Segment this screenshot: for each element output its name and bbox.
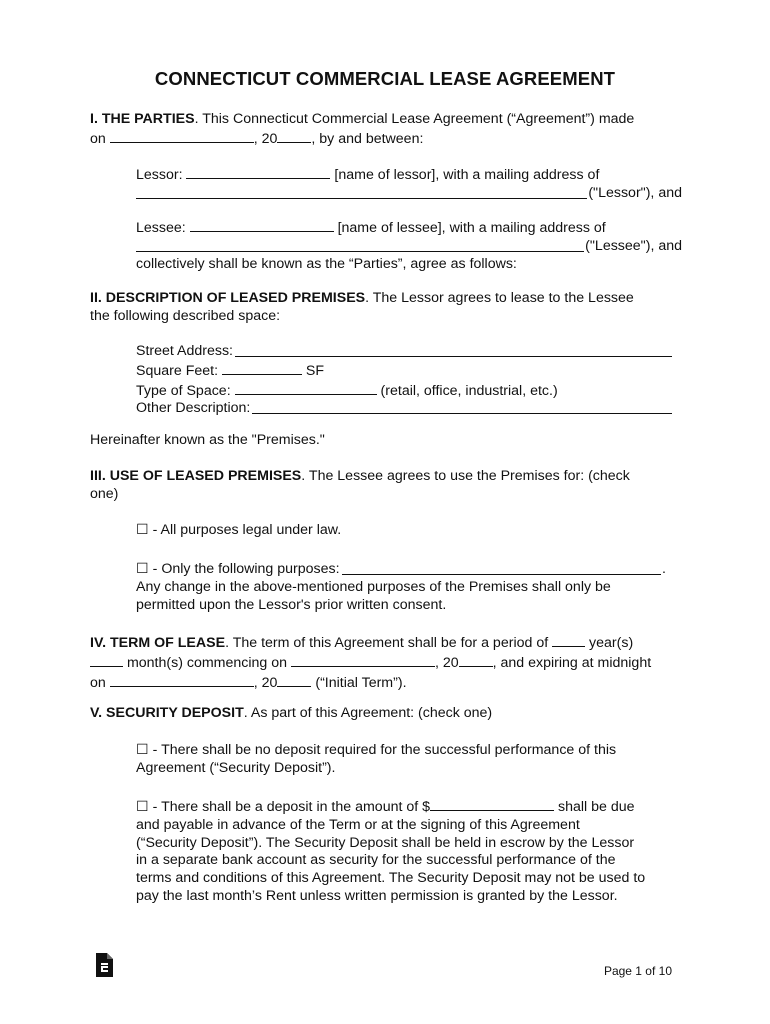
lessee-name-hint: [name of lessee], with a mailing address of [333,220,606,236]
use-option-specific-label: ☐ - Only the following purposes: [136,561,340,577]
other-description-row [136,400,673,418]
other-description-field[interactable] [252,400,672,414]
space-type-hint: (retail, office, industrial, etc.) [376,382,558,399]
lessee-name-blank[interactable] [190,218,334,232]
deposit-amount-line-3: (“Security Deposit”). The Security Deposit shall be held in escrow by the Lessor [136,834,635,851]
square-feet-row [136,361,673,381]
term-start-date-blank[interactable] [291,653,435,667]
section-term [90,633,682,692]
section-parties [90,111,682,149]
premises-line-2: the following described space: [90,307,281,324]
deposit-none-line-2: Agreement (“Security Deposit”). [136,759,336,776]
parties-by-between: , by and between: [311,130,424,147]
deposit-heading: V. SECURITY DEPOSIT [90,705,244,721]
use-line-2: one) [90,485,119,502]
lessee-colon: : [181,220,190,236]
agreement-year-blank[interactable] [277,129,311,143]
lessee-label: Lessee [136,220,182,236]
term-start-year-prefix: , 20 [434,654,459,671]
street-address-row [136,343,673,361]
parties-year-prefix: , 20 [253,130,278,147]
lessor-label: Lessor [136,167,179,183]
term-heading: IV. TERM OF LEASE [90,635,226,651]
parties-line-2 [90,129,682,149]
premises-heading: II. DESCRIPTION OF LEASED PREMISES [90,290,366,306]
deposit-amount-due: shall be due [554,799,635,815]
deposit-amount-label: ☐ - There shall be a deposit in the amount of $ [136,799,431,815]
deposit-amount-line-1[interactable] [136,797,686,817]
lessor-name-hint: [name of lessor], with a mailing address of [330,167,600,183]
parties-on: on [90,130,110,147]
space-type-row [136,381,673,401]
lessee-ref: ("Lessee"), and [585,237,682,254]
space-type-label: Type of Space: [136,382,235,399]
lessor-block [136,165,682,203]
term-start-year-blank[interactable] [459,653,493,667]
premises-line-1 [90,290,682,308]
use-option-specific [136,561,666,614]
other-description-label: Other Description: [136,400,251,417]
section-use [90,468,682,504]
term-years-label: year(s) [585,635,634,651]
lessor-colon: : [178,167,187,183]
section-deposit [90,705,682,723]
term-end-date-blank[interactable] [110,673,254,687]
term-line-3 [90,673,682,693]
deposit-amount-line-5: terms and conditions of this Agreement. The Security Deposit may not be used to [136,870,646,887]
premises-known-as: Hereinafter known as the "Premises." [90,432,325,448]
use-option-specific-row[interactable] [136,561,666,579]
term-text-1: . The term of this Agreement shall be for a period of [225,635,553,651]
eforms-logo-icon [93,952,115,978]
lessee-block [136,218,682,273]
lessor-line-2 [136,185,682,203]
use-note-line-1: Any change in the above-mentioned purposes of the Premises shall only be [136,578,611,595]
term-months-blank[interactable] [90,653,123,667]
term-end-year-prefix: , 20 [253,674,278,691]
term-end-year-blank[interactable] [277,673,311,687]
street-address-field[interactable] [235,343,672,357]
premises-text: . The Lessor agrees to lease to the Lessee [365,290,634,306]
deposit-option-none[interactable] [136,742,682,778]
parties-heading: I. THE PARTIES [90,111,195,127]
term-line-2 [90,653,682,673]
lessor-line-1 [136,165,682,185]
square-feet-field[interactable] [222,361,302,375]
deposit-none-line-1: ☐ - There shall be no deposit required for the successful performance of this [136,742,617,758]
deposit-amount-line-4: in a separate bank account as security for the successful performance of the [136,852,616,869]
deposit-option-amount [136,797,686,906]
page-title: CONNECTICUT COMMERCIAL LEASE AGREEMENT [154,68,616,89]
lessee-line-2 [136,238,682,256]
square-feet-label: Square Feet: [136,362,222,379]
deposit-amount-line-6: pay the last month’s Rent unless written permission is granted by the Lessor. [136,887,618,904]
term-line-1 [90,633,682,653]
space-type-field[interactable] [235,381,377,395]
lessor-name-blank[interactable] [186,165,330,179]
deposit-amount-line-2: and payable in advance of the Term or at the signing of this Agreement [136,816,580,833]
term-on: on [90,674,110,691]
deposit-amount-field[interactable] [430,797,554,811]
term-initial-term: (“Initial Term”). [311,674,407,691]
use-note-line-2: permitted upon the Lessor's prior written consent. [136,596,447,613]
lessor-ref: ("Lessor"), and [588,184,682,201]
term-years-blank[interactable] [552,633,585,647]
lessee-line-3: collectively shall be known as the “Parties”, agree as follows: [136,255,517,272]
deposit-line-1 [90,705,682,723]
square-feet-unit: SF [301,362,325,379]
lessor-address-blank[interactable] [136,185,587,199]
use-option-all[interactable]: ☐ - All purposes legal under law. [136,522,342,538]
street-address-label: Street Address: [136,343,233,359]
page-number: Page 1 of 10 [603,964,672,978]
use-text: . The Lessee agrees to use the Premises for: (check [301,468,630,484]
parties-line-1 [90,111,682,129]
section-premises [90,290,682,326]
parties-text: . This Connecticut Commercial Lease Agreement (“Agreement”) made [194,111,635,127]
lessee-line-1 [136,218,682,238]
use-heading: III. USE OF LEASED PREMISES [90,468,302,484]
use-line-1 [90,468,682,486]
deposit-text: . As part of this Agreement: (check one) [243,705,493,721]
term-text-3: , and expiring at midnight [492,654,652,671]
use-purposes-field[interactable] [342,561,661,575]
term-text-2: month(s) commencing on [123,654,291,671]
premises-fields [136,343,673,418]
agreement-date-blank[interactable] [110,129,254,143]
lessee-address-blank[interactable] [136,238,584,252]
use-period: . [662,561,666,577]
